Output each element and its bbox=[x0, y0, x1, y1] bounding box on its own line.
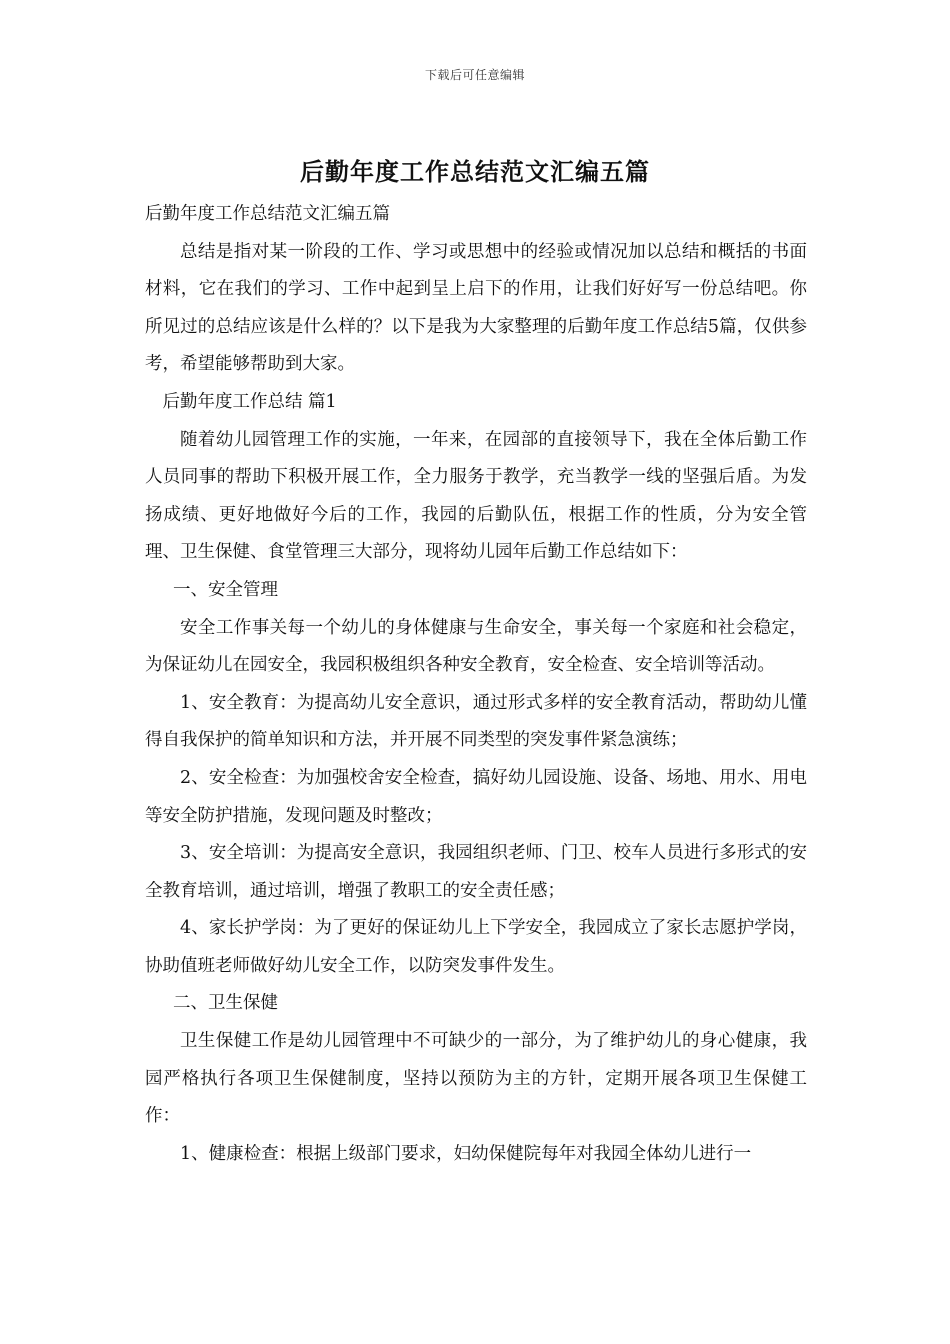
section2-intro-paragraph: 卫生保健工作是幼儿园管理中不可缺少的一部分，为了维护幼儿的身心健康，我园严格执行各项卫生保健制度，坚持以预防为主的方针，定期开展各项卫生保健工作： bbox=[145, 1031, 807, 1127]
section2-item: 1、健康检查：根据上级部门要求，妇幼保健院每年对我园全体幼儿进行一 bbox=[180, 1143, 752, 1164]
section1-item: 2、安全检查：为加强校舍安全检查，搞好幼儿园设施、设备、场地、用水、用电等安全防护措施，发现问题及时整改； bbox=[145, 767, 807, 826]
section1-heading: 一、安全管理 bbox=[173, 579, 278, 600]
section1-intro-paragraph: 安全工作事关每一个幼儿的身体健康与生命安全，事关每一个家庭和社会稳定，为保证幼儿在园安全，我园积极组织各种安全教育，安全检查、安全培训等活动。 bbox=[145, 617, 807, 676]
section1-item: 3、安全培训：为提高安全意识，我园组织老师、门卫、校车人员进行多形式的安全教育培训，通过培训，增强了教职工的安全责任感； bbox=[145, 843, 807, 901]
section2-heading: 二、卫生保健 bbox=[173, 993, 278, 1014]
intro-paragraph: 总结是指对某一阶段的工作、学习或思想中的经验或情况加以总结和概括的书面材料，它在我们的学习、工作中起到呈上启下的作用，让我们好好写一份总结吧。你所见过的总结应该是什么样的？以下是我为大家整理的后勤年度工作总结5篇，仅供参考，希望能够帮助到大家。 bbox=[145, 241, 807, 375]
document-subtitle: 后勤年度工作总结范文汇编五篇 bbox=[145, 204, 390, 224]
section1-item: 4、家长护学岗：为了更好的保证幼儿上下学安全，我园成立了家长志愿护学岗，协助值班老师做好幼儿安全工作，以防突发事件发生。 bbox=[145, 918, 807, 976]
section1-item: 1、安全教育：为提高幼儿安全意识，通过形式多样的安全教育活动，帮助幼儿懂得自我保护的简单知识和方法，并开展不同类型的突发事件紧急演练； bbox=[145, 692, 807, 751]
document-body bbox=[145, 196, 807, 1173]
header-note: 下载后可任意编辑 bbox=[424, 68, 525, 82]
document-title: 后勤年度工作总结范文汇编五篇 bbox=[300, 157, 650, 186]
part1-intro-paragraph: 随着幼儿园管理工作的实施，一年来，在园部的直接领导下，我在全体后勤工作人员同事的帮助下积极开展工作，全力服务于教学，充当教学一线的坚强后盾。为发扬成绩、更好地做好今后的工作，我园的后勤队伍，根据工作的性质，分为安全管理、卫生保健、食堂管理三大部分，现将幼儿园年后勤工作总结如下： bbox=[145, 429, 807, 563]
part1-heading: 后勤年度工作总结 篇1 bbox=[162, 391, 337, 412]
